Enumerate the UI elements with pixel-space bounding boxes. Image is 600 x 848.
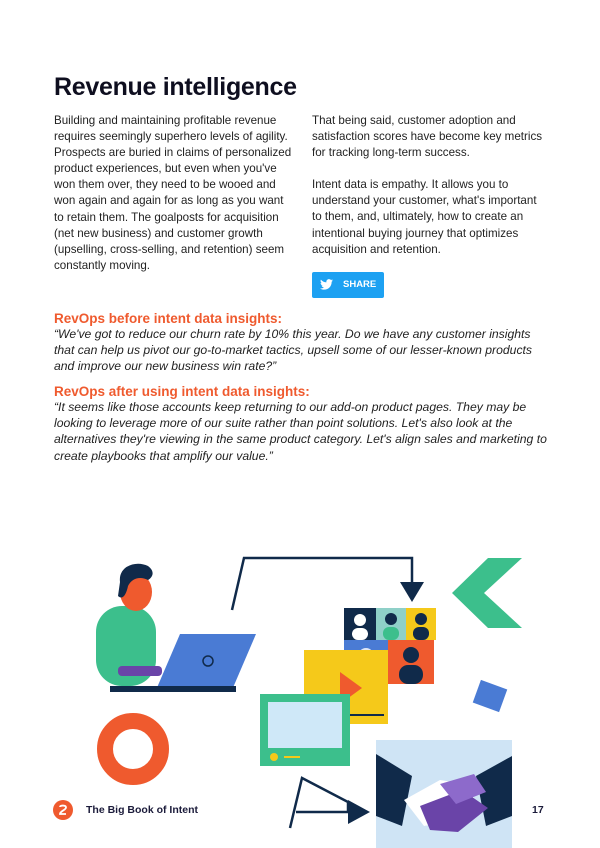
before-section — [54, 311, 554, 375]
collaboration-illustration — [0, 540, 600, 848]
twitter-bird-icon — [320, 279, 333, 290]
share-label: SHARE — [343, 278, 377, 290]
after-quote: “It seems like those accounts keep returning to our add-on product pages. They may be looking to leverage more of our suite rather than point solutions. Let's also look at the alternatives they're viewing in the same product category. Let's align sales and marketing to create playbooks that amplify our value.” — [54, 400, 547, 463]
after-section — [54, 384, 554, 464]
intent-paragraph: Intent data is empathy. It allows you to understand your customer, what's important to them, and, ultimately, how to create an intentional buying journey that optimizes acquisition and retention. — [312, 178, 537, 256]
metrics-paragraph: That being said, customer adoption and satisfaction scores have become key metrics for tracking long-term success. — [312, 114, 543, 160]
intro-column-left — [54, 113, 294, 290]
g2-logo-icon — [53, 800, 73, 820]
before-quote: “We've got to reduce our churn rate by 10% this year. Do we have any customer insights that can help us pivot our go-to-market tactics, upsell some of our lesser-known products and improve our new business win rate?” — [54, 327, 533, 374]
page-number: 17 — [532, 804, 544, 816]
twitter-share-button[interactable] — [312, 272, 384, 298]
footer-book-title: The Big Book of Intent — [86, 804, 198, 816]
intro-column-right — [312, 113, 548, 298]
after-heading: RevOps after using intent data insights: — [54, 384, 310, 399]
before-heading: RevOps before intent data insights: — [54, 311, 283, 326]
page-title: Revenue intelligence — [54, 72, 297, 101]
intro-paragraph: Building and maintaining profitable revenue requires seemingly superhero levels of agility. Prospects are buried in claims of personalized product experiences, but even when you've won them over, they need to be wooed and won again and again for as long as you want to retain them. The goalposts for acquisition (net new business) and customer growth (upselling, cross-selling, and retention) seem constantly moving. — [54, 114, 292, 272]
